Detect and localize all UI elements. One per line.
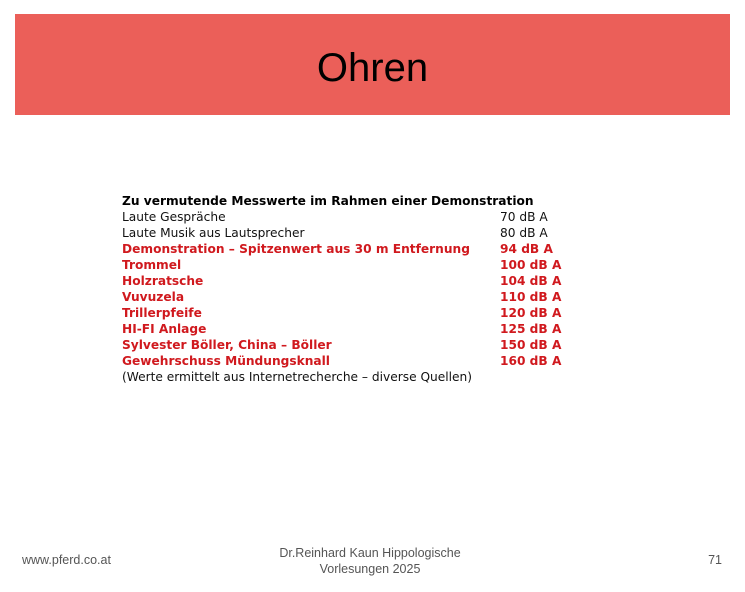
measurement-value: 110 dB A (500, 290, 562, 304)
measurement-row (122, 273, 602, 289)
title-bar (15, 14, 730, 115)
measurement-value: 80 dB A (500, 226, 548, 240)
measurement-value: 160 dB A (500, 354, 562, 368)
content-heading: Zu vermutende Messwerte im Rahmen einer Demonstration (122, 194, 534, 208)
measurement-label: Laute Gespräche (122, 210, 226, 224)
measurement-label: HI-FI Anlage (122, 322, 207, 336)
measurement-row (122, 353, 602, 369)
measurement-label: Laute Musik aus Lautsprecher (122, 226, 305, 240)
measurement-label: Sylvester Böller, China – Böller (122, 338, 332, 352)
measurement-row (122, 209, 602, 225)
page-number: 71 (708, 553, 722, 567)
measurement-value: 104 dB A (500, 274, 562, 288)
measurement-label: Gewehrschuss Mündungsknall (122, 354, 330, 368)
measurement-row (122, 305, 602, 321)
measurement-label: Demonstration – Spitzenwert aus 30 m Entfernung (122, 242, 470, 256)
source-note: (Werte ermittelt aus Internetrecherche – diverse Quellen) (122, 370, 473, 384)
measurement-value: 125 dB A (500, 322, 562, 336)
measurement-row (122, 321, 602, 337)
footer-author (250, 545, 490, 577)
measurement-row (122, 337, 602, 353)
measurement-list (122, 209, 602, 369)
measurement-label: Trommel (122, 258, 182, 272)
footer-author-line2: Vorlesungen 2025 (319, 562, 421, 576)
measurement-label: Trillerpfeife (122, 306, 202, 320)
measurement-row (122, 225, 602, 241)
slide-content (122, 193, 602, 385)
measurement-label: Holzratsche (122, 274, 204, 288)
footer-website: www.pferd.co.at (22, 553, 111, 567)
measurement-value: 120 dB A (500, 306, 562, 320)
measurement-value: 70 dB A (500, 210, 548, 224)
slide-title: Ohren (316, 46, 429, 90)
measurement-label: Vuvuzela (122, 290, 185, 304)
measurement-value: 94 dB A (500, 242, 553, 256)
measurement-row (122, 241, 602, 257)
measurement-row (122, 289, 602, 305)
measurement-value: 150 dB A (500, 338, 562, 352)
measurement-value: 100 dB A (500, 258, 562, 272)
footer-author-line1: Dr.Reinhard Kaun Hippologische (279, 546, 461, 560)
measurement-row (122, 257, 602, 273)
